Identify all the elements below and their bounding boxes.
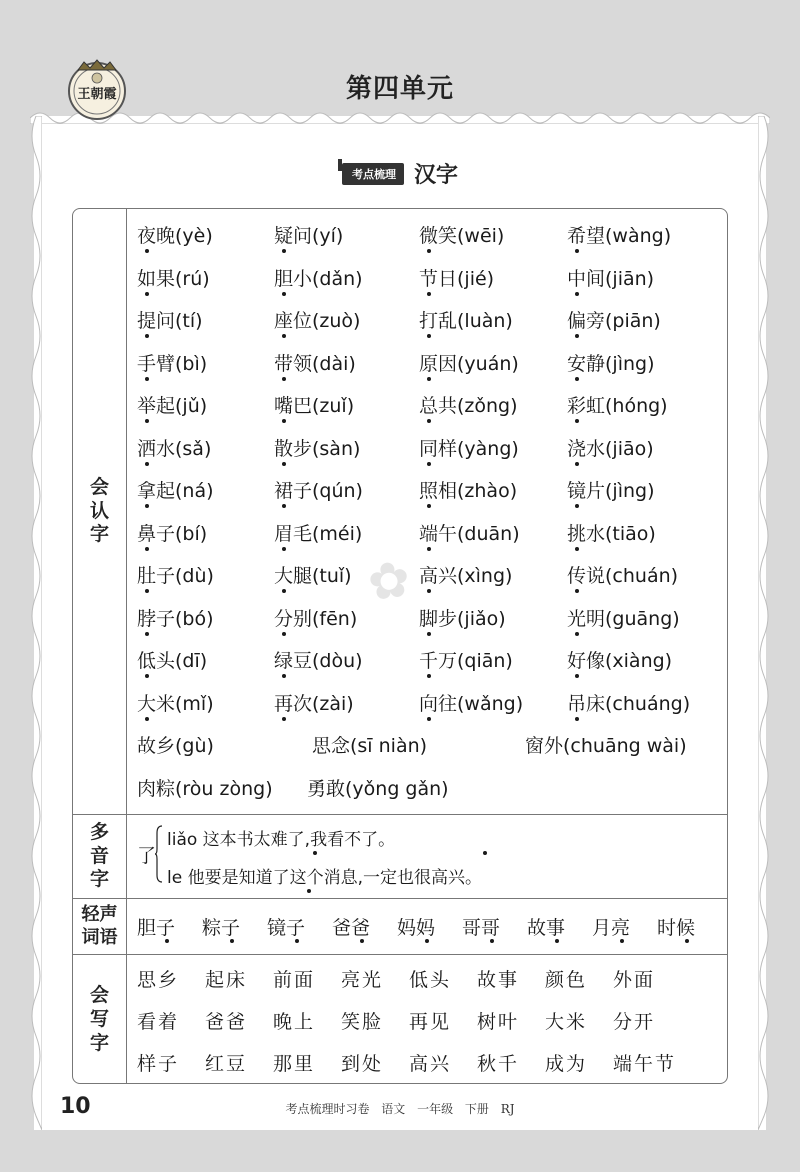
neutral-tone-word: 故事 — [527, 917, 566, 939]
recognize-word: 千万(qiān) — [419, 650, 513, 672]
recognize-word: 带领(dài) — [274, 352, 356, 375]
brace-icon — [155, 825, 163, 883]
recognize-word: 鼻子(bí) — [137, 522, 208, 545]
emphasis-dot — [360, 939, 364, 943]
recognize-word: 打乱(luàn) — [419, 310, 513, 332]
page-number: 10 — [60, 1094, 91, 1119]
write-word: 秋千 — [477, 1053, 520, 1075]
emphasis-dot — [575, 377, 579, 381]
write-word: 端午节 — [613, 1053, 677, 1075]
emphasis-dot — [575, 334, 579, 338]
recognize-word: 胆小(dǎn) — [274, 267, 363, 290]
polyphone-body — [127, 815, 727, 898]
emphasis-dot — [282, 589, 286, 593]
recognize-word: 挑水(tiāo) — [567, 522, 656, 545]
neutral-tone-word: 哥哥 — [462, 917, 501, 939]
neutral-tone-word: 爸爸 — [332, 917, 371, 939]
recognize-word: 端午(duān) — [419, 522, 520, 545]
recognize-word: 分别(fēn) — [274, 607, 358, 630]
write-word: 样子 — [137, 1053, 180, 1075]
emphasis-dot — [620, 939, 624, 943]
write-word: 成为 — [545, 1053, 588, 1075]
emphasis-dot — [427, 462, 431, 466]
emphasis-dot — [575, 504, 579, 508]
recognize-word: 肉粽(ròu zòng) — [137, 777, 273, 800]
recognize-word: 座位(zuò) — [274, 310, 361, 332]
recognize-word: 大米(mǐ) — [137, 692, 214, 715]
write-word: 前面 — [273, 969, 316, 991]
write-section — [73, 954, 727, 1084]
recognize-word: 眉毛(méi) — [274, 522, 363, 545]
emphasis-dot — [555, 939, 559, 943]
emphasis-dot — [427, 292, 431, 296]
emphasis-dot — [427, 249, 431, 253]
polyphone-char: 了 — [137, 845, 157, 867]
recognize-word: 同样(yàng) — [419, 437, 519, 460]
recognize-word: 绿豆(dòu) — [274, 650, 363, 672]
emphasis-dot — [145, 334, 149, 338]
emphasis-dot — [313, 851, 317, 855]
neutral-tone-word: 妈妈 — [397, 917, 436, 939]
write-word: 起床 — [205, 969, 248, 991]
recognize-word: 嘴巴(zuǐ) — [274, 395, 355, 417]
emphasis-dot — [282, 292, 286, 296]
emphasis-dot — [282, 547, 286, 551]
recognize-word: 思念(sī niàn) — [312, 735, 428, 757]
polyphone-line-1: liǎo 这本书太难了,我看不了。 — [167, 830, 396, 850]
write-word: 爸爸 — [205, 1011, 248, 1033]
emphasis-dot — [575, 292, 579, 296]
emphasis-dot — [575, 249, 579, 253]
recognize-word: 提问(tí) — [137, 310, 203, 332]
emphasis-dot — [282, 377, 286, 381]
write-word: 思乡 — [137, 969, 180, 991]
recognize-word: 中间(jiān) — [567, 267, 655, 290]
emphasis-dot — [145, 249, 149, 253]
emphasis-dot — [307, 889, 311, 893]
neutral-tone-word: 胆子 — [137, 917, 176, 939]
emphasis-dot — [282, 462, 286, 466]
polyphone-line-2: le 他要是知道了这个消息,一定也很高兴。 — [167, 868, 482, 888]
write-body — [127, 955, 727, 1084]
polyphone-section — [73, 814, 727, 898]
vocabulary-table — [72, 208, 728, 1084]
write-word: 低头 — [409, 969, 452, 991]
recognize-word: 疑问(yí) — [274, 225, 344, 247]
neutral-tone-word: 月亮 — [592, 917, 631, 939]
emphasis-dot — [427, 674, 431, 678]
section-title: 汉字 — [413, 163, 458, 188]
emphasis-dot — [282, 419, 286, 423]
torn-edge-left — [28, 116, 42, 1130]
recognize-word: 洒水(sǎ) — [137, 437, 212, 460]
recognize-word: 偏旁(piān) — [567, 310, 661, 332]
neutral-tone-word: 镜子 — [267, 917, 306, 939]
emphasis-dot — [282, 632, 286, 636]
emphasis-dot — [282, 674, 286, 678]
recognize-word: 举起(jǔ) — [137, 395, 208, 417]
emphasis-dot — [145, 419, 149, 423]
recognize-label: 会 认 字 — [73, 209, 127, 814]
write-word: 笑脸 — [341, 1011, 384, 1033]
emphasis-dot — [575, 717, 579, 721]
emphasis-dot — [282, 717, 286, 721]
emphasis-dot — [145, 589, 149, 593]
section-header — [0, 158, 800, 189]
recognize-word: 安静(jìng) — [567, 352, 655, 375]
emphasis-dot — [427, 547, 431, 551]
emphasis-dot — [575, 674, 579, 678]
recognize-word: 原因(yuán) — [419, 352, 519, 375]
recognize-word: 向往(wǎng) — [419, 692, 524, 715]
emphasis-dot — [145, 547, 149, 551]
emphasis-dot — [145, 717, 149, 721]
recognize-word: 镜片(jìng) — [567, 480, 655, 502]
recognize-word: 高兴(xìng) — [419, 565, 513, 587]
recognize-word: 夜晚(yè) — [137, 225, 213, 247]
emphasis-dot — [427, 717, 431, 721]
neutral-tone-label: 轻声 词语 — [73, 899, 127, 954]
emphasis-dot — [425, 939, 429, 943]
emphasis-dot — [145, 377, 149, 381]
recognize-word: 光明(guāng) — [567, 607, 680, 630]
write-word: 那里 — [273, 1053, 316, 1075]
emphasis-dot — [427, 377, 431, 381]
emphasis-dot — [145, 292, 149, 296]
emphasis-dot — [427, 334, 431, 338]
write-word: 故事 — [477, 969, 520, 991]
neutral-tone-section — [73, 898, 727, 954]
emphasis-dot — [575, 589, 579, 593]
emphasis-dot — [230, 939, 234, 943]
recognize-word: 拿起(ná) — [137, 480, 214, 502]
recognize-word: 窗外(chuāng wài) — [525, 735, 687, 757]
section-tag: 考点梳理 — [342, 163, 404, 185]
recognize-word: 脖子(bó) — [137, 607, 214, 630]
write-word: 晚上 — [273, 1011, 316, 1033]
emphasis-dot — [282, 504, 286, 508]
recognize-word: 大腿(tuǐ) — [274, 565, 352, 587]
recognize-word: 裙子(qún) — [274, 480, 363, 502]
emphasis-dot — [145, 632, 149, 636]
emphasis-dot — [427, 504, 431, 508]
recognize-body — [127, 209, 727, 814]
write-word: 树叶 — [477, 1011, 520, 1033]
emphasis-dot — [575, 547, 579, 551]
write-word: 红豆 — [205, 1053, 248, 1075]
watermark-logo: ✿ — [364, 549, 414, 613]
footer-text: 考点梳理时习卷 语文 一年级 下册 RJ — [285, 1102, 515, 1116]
write-word: 分开 — [613, 1011, 656, 1033]
write-word: 颜色 — [545, 969, 588, 991]
write-word: 亮光 — [341, 969, 384, 991]
emphasis-dot — [282, 249, 286, 253]
neutral-tone-body — [127, 899, 727, 954]
neutral-tone-word: 时候 — [657, 917, 696, 939]
emphasis-dot — [427, 632, 431, 636]
recognize-word: 浇水(jiāo) — [567, 437, 654, 460]
recognize-word: 手臂(bì) — [137, 352, 208, 375]
emphasis-dot — [295, 939, 299, 943]
emphasis-dot — [427, 419, 431, 423]
recognize-word: 低头(dī) — [137, 650, 208, 672]
emphasis-dot — [483, 851, 487, 855]
recognize-word: 彩虹(hóng) — [567, 395, 668, 417]
emphasis-dot — [575, 419, 579, 423]
emphasis-dot — [145, 504, 149, 508]
emphasis-dot — [165, 939, 169, 943]
emphasis-dot — [575, 462, 579, 466]
write-word: 看着 — [137, 1011, 180, 1033]
recognize-word: 如果(rú) — [137, 267, 210, 290]
write-word: 大米 — [545, 1011, 588, 1033]
emphasis-dot — [490, 939, 494, 943]
emphasis-dot — [575, 632, 579, 636]
recognize-word: 微笑(wēi) — [419, 225, 505, 247]
recognize-word: 总共(zǒng) — [419, 395, 518, 417]
recognize-word: 再次(zài) — [274, 692, 354, 715]
polyphone-label: 多 音 字 — [73, 815, 127, 898]
recognize-word: 吊床(chuáng) — [567, 692, 691, 715]
write-word: 高兴 — [409, 1053, 452, 1075]
recognize-word: 故乡(gù) — [137, 735, 214, 757]
write-label: 会 写 字 — [73, 955, 127, 1084]
emphasis-dot — [145, 674, 149, 678]
write-word: 到处 — [341, 1053, 384, 1075]
recognize-word: 勇敢(yǒng gǎn) — [307, 777, 449, 800]
recognize-word: 散步(sàn) — [274, 437, 361, 460]
logo-text: 王朝霞 — [77, 87, 117, 102]
recognize-section — [73, 209, 727, 814]
emphasis-dot — [427, 589, 431, 593]
recognize-word: 肚子(dù) — [137, 565, 214, 587]
recognize-word: 节日(jié) — [419, 267, 495, 290]
unit-title: 第四单元 — [345, 74, 454, 104]
recognize-word: 脚步(jiǎo) — [419, 607, 506, 630]
emphasis-dot — [282, 334, 286, 338]
write-word: 再见 — [409, 1011, 452, 1033]
recognize-word: 照相(zhào) — [419, 480, 518, 502]
recognize-word: 希望(wàng) — [567, 225, 672, 247]
torn-edge-top — [30, 106, 770, 124]
recognize-word: 好像(xiàng) — [567, 650, 673, 672]
write-word: 外面 — [613, 969, 656, 991]
torn-edge-right — [758, 116, 772, 1130]
emphasis-dot — [145, 462, 149, 466]
neutral-tone-word: 粽子 — [202, 917, 241, 939]
recognize-word: 传说(chuán) — [567, 565, 679, 587]
emphasis-dot — [685, 939, 689, 943]
